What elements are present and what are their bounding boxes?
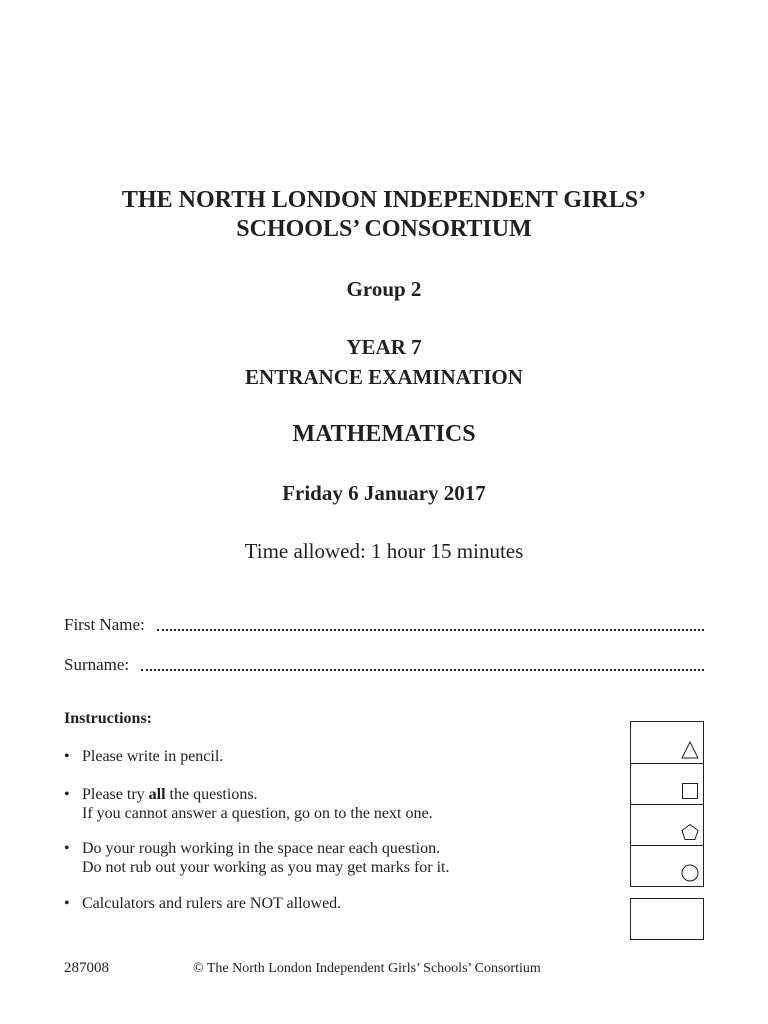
instruction-text-post: the questions. [165,786,258,803]
instruction-text: Calculators and rulers are NOT allowed. [82,895,342,912]
title-line-1: THE NORTH LONDON INDEPENDENT GIRLS’ [121,187,647,213]
square-icon [680,781,700,801]
bullet-icon: • [64,840,70,857]
marking-box-triangle [631,722,703,764]
instruction-text: If you cannot answer a question, go on to the next one. [82,805,433,822]
marking-box-pentagon [631,804,703,846]
exam-label: ENTRANCE EXAMINATION [245,365,523,389]
instruction-text: Do not rub out your working as you may get marks for it. [82,859,450,876]
first-name-label: First Name: [64,615,145,634]
paper-code: 287008 [64,960,109,976]
year-label: YEAR 7 [346,335,422,359]
instruction-text: Do your rough working in the space near each question. [82,840,441,857]
bullet-icon: • [64,748,70,765]
marking-boxes [630,721,704,887]
instruction-text [82,785,258,804]
bullet-icon: • [64,895,70,912]
pentagon-icon [680,822,700,842]
instruction-text: Please write in pencil. [82,748,224,765]
copyright-notice: © The North London Independent Girls’ Schools’ Consortium [193,961,541,976]
circle-icon [680,863,700,883]
total-mark-box [630,898,704,940]
surname-dotted-line[interactable] [141,665,704,671]
instruction-text-emphasis: all [148,786,166,803]
exam-date: Friday 6 January 2017 [282,481,486,505]
instruction-text-pre: Please try [82,786,149,803]
triangle-icon [680,740,700,760]
marking-box-square [631,763,703,805]
subject-title: MATHEMATICS [292,421,476,447]
surname-field[interactable] [64,655,704,675]
group-label: Group 2 [346,277,422,301]
instructions-title: Instructions: [64,710,153,727]
first-name-field[interactable] [64,615,704,635]
bullet-icon: • [64,786,70,803]
marking-box-circle [631,845,703,886]
time-allowed: Time allowed: 1 hour 15 minutes [244,539,524,563]
first-name-dotted-line[interactable] [157,625,704,631]
surname-label: Surname: [64,655,130,674]
title-line-2: SCHOOLS’ CONSORTIUM [236,216,532,242]
